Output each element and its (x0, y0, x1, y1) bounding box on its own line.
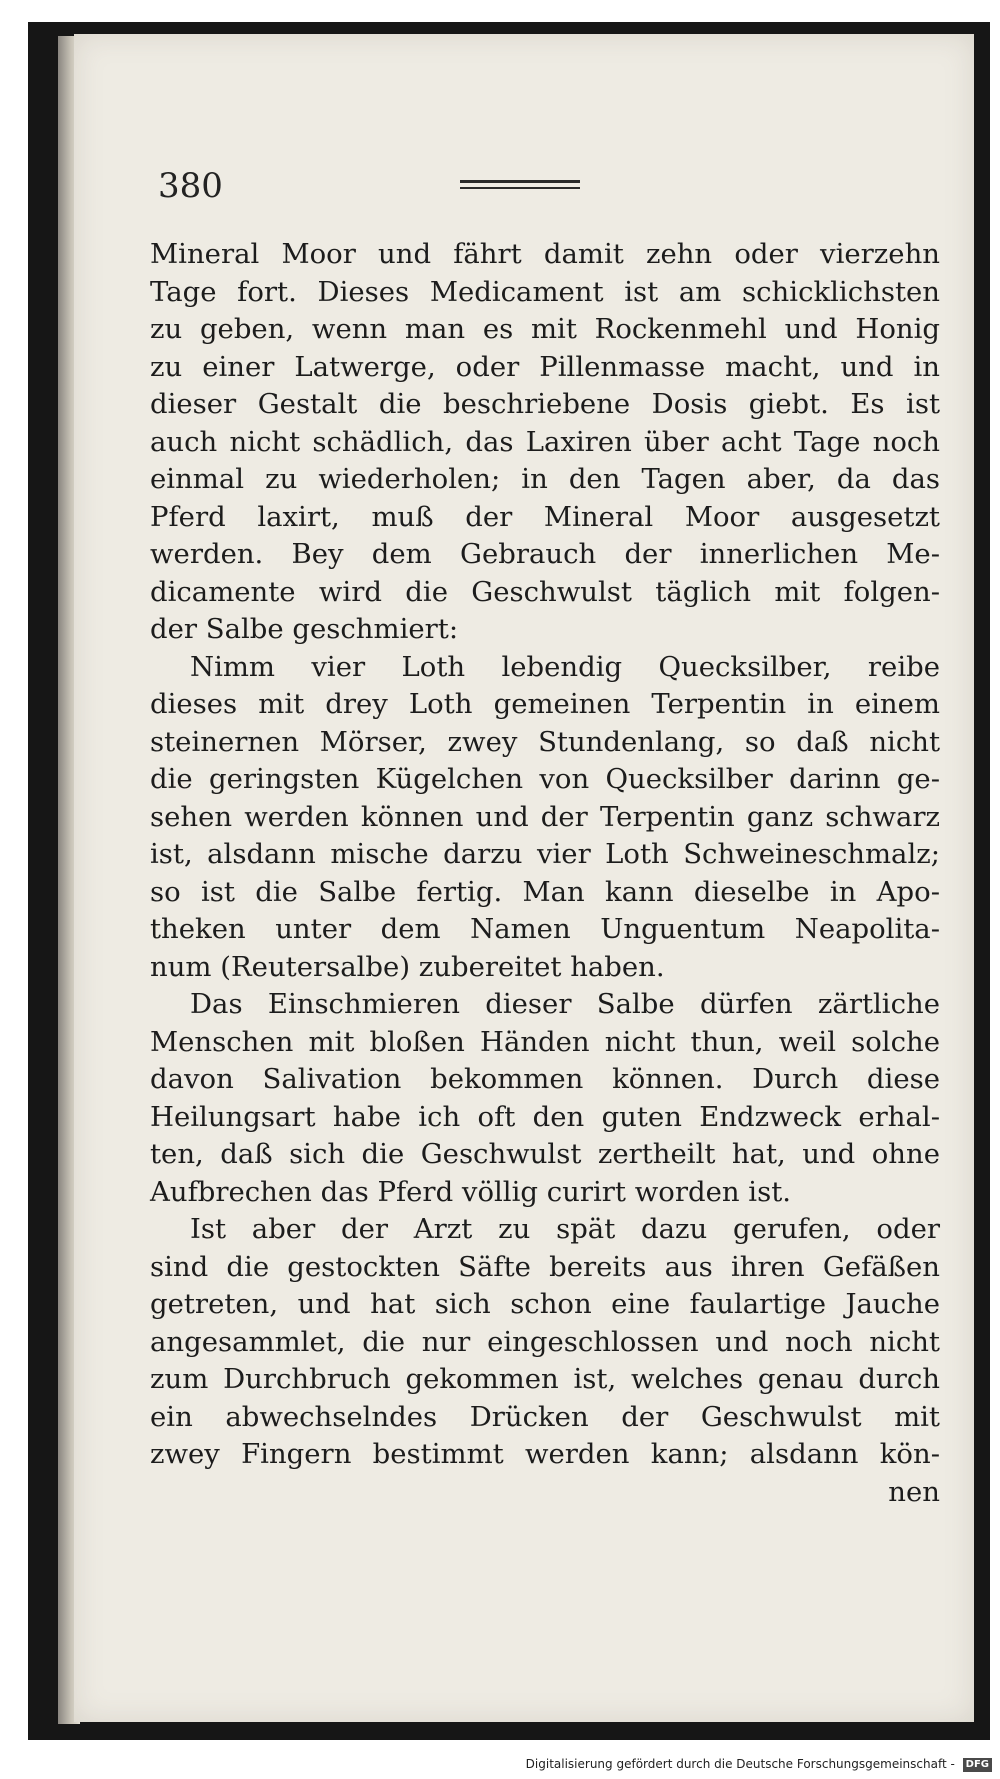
text-line: ein abwechselndes Drücken der Geschwulst mit (150, 1400, 940, 1433)
text-line: theken unter dem Namen Unguentum Neapolita- (150, 913, 940, 945)
text-line: sind die gestockten Säfte bereits aus ihren Gefäßen (150, 1250, 940, 1283)
page-number: 380 (158, 166, 223, 206)
digitization-footer (526, 1757, 992, 1772)
text-line: Heilungsart habe ich oft den guten Endzweck erhal- (150, 1100, 940, 1133)
text-line: steinernen Mörser, zwey Stundenlang, so daß nicht (150, 725, 940, 758)
text-line: zwey Fingern bestimmt werden kann; alsdann kön- (150, 1438, 940, 1470)
text-line: sehen werden können und der Terpentin ganz schwarz (150, 800, 940, 833)
text-line: Menschen mit bloßen Händen nicht thun, weil solche (150, 1025, 940, 1058)
text-line: davon Salivation bekommen können. Durch diese (150, 1063, 940, 1095)
text-line: Das Einschmieren dieser Salbe dürfen zärtliche (190, 988, 940, 1020)
text-line: ten, daß sich die Geschwulst zertheilt hat, und ohne (150, 1138, 940, 1170)
text-line: einmal zu wiederholen; in den Tagen aber, da das (150, 463, 940, 495)
text-line: ist, alsdann mische darzu vier Loth Schweineschmalz; (150, 838, 940, 870)
text-line: angesammlet, die nur eingeschlossen und noch nicht (150, 1325, 940, 1358)
text-line: zu einer Latwerge, oder Pillenmasse macht, und in (150, 350, 940, 383)
text-line: auch nicht schädlich, das Laxiren über acht Tage noch (150, 425, 940, 458)
footer-text: Digitalisierung gefördert durch die Deutsche Forschungsgemeinschaft - (525, 1757, 955, 1771)
text-line: dieses mit drey Loth gemeinen Terpentin in einem (150, 688, 940, 720)
page-body-text (150, 236, 940, 1511)
text-line: der Salbe geschmiert: (150, 613, 459, 645)
text-line: zu geben, wenn man es mit Rockenmehl und Honig (150, 313, 940, 345)
text-line: Aufbrechen das Pferd völlig curirt worden ist. (150, 1175, 791, 1208)
text-line: Nimm vier Loth lebendig Quecksilber, reibe (190, 650, 940, 683)
text-line: die geringsten Kügelchen von Quecksilber darinn ge- (150, 763, 940, 795)
page-header (158, 166, 928, 210)
text-line: zum Durchbruch gekommen ist, welches genau durch (150, 1363, 940, 1395)
text-line: dieser Gestalt die beschriebene Dosis giebt. Es ist (150, 388, 940, 420)
text-line: werden. Bey dem Gebrauch der innerlichen Me- (150, 538, 940, 570)
text-line: dicamente wird die Geschwulst täglich mit folgen- (150, 575, 940, 608)
text-line: Mineral Moor und fährt damit zehn oder vierzehn (150, 238, 940, 270)
dfg-logo-icon: DFG (963, 1758, 992, 1772)
text-line: so ist die Salbe fertig. Man kann dieselbe in Apo- (150, 875, 940, 908)
header-rule (460, 180, 580, 189)
text-line: Ist aber der Arzt zu spät dazu gerufen, oder (190, 1213, 940, 1245)
text-line: Tage fort. Dieses Medicament ist am schicklichsten (150, 275, 940, 308)
catchword: nen (888, 1475, 940, 1508)
text-line: num (Reutersalbe) zubereitet haben. (150, 950, 665, 983)
text-line: Pferd laxirt, muß der Mineral Moor ausgesetzt (150, 500, 940, 533)
text-line: getreten, und hat sich schon eine faulartige Jauche (150, 1288, 940, 1320)
